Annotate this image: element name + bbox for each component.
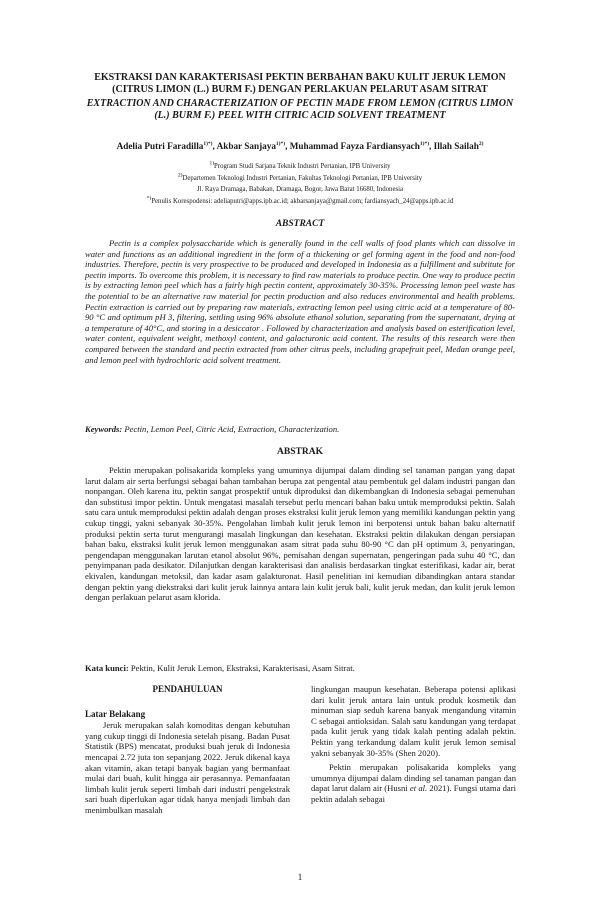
page-number: 1 bbox=[297, 872, 303, 882]
author-affiliation-mark: 1)*) bbox=[275, 140, 286, 147]
affiliation-2 bbox=[80, 174, 520, 184]
affiliation-mark: *) bbox=[146, 195, 152, 202]
corresponding-author bbox=[80, 197, 520, 207]
title-english-line1: EXTRACTION AND CHARACTERIZATION OF PECTIN MADE FROM LEMON (CITRUS LIMON bbox=[86, 98, 514, 109]
section-heading-introduction: PENDAHULUAN bbox=[152, 684, 223, 694]
keywords-label: Keywords: bbox=[85, 424, 123, 434]
author-name: Illah Sailah bbox=[433, 141, 479, 151]
abstrak-body: Pektin merupakan polisakarida kompleks yang umumnya dijumpai dalam dinding sel tanaman pangan yang dapat larut dalam air serta berfungsi sebagai bahan tambahan berupa zat pengental atau pembentuk gel dalam industri pangan dan nonpangan. Oleh karena itu, pektin sangat prospektif untuk diproduksi dan dikembangkan di Indonesia sebagai pemenuhan dan substitusi impor pektin. Untuk mengatasi masalah tersebut perlu mencari bahan baku untuk memproduksi pektin. Salah satu cara untuk memproduksi pektin adalah dengan proses ekstraksi kulit jeruk lemon yang memiliki kandungan pektin yang cukup tinggi, yakni sebanyak 30-35%. Pengolahan limbah kulit jeruk lemon ini berpotensi untuk bahan baku alternatif produksi pektin serta turut mengurangi masalah lingkungan dan kesehatan. Ekstraksi pektin dilakukan dengan persiapan bahan baku, ekstraksi kulit jeruk lemon menggunakan asam sitrat pada suhu 80-90 °C dan pH optimum 3, penyaringan, pengendapan menggunakan larutan etanol absolut 96%, pemisahan dengan supernatan, pengeringan pada suhu 40 °C, dan penyimpanan pada desikator. Dilanjutkan dengan karakterisasi dan analisis berdasarkan tingkat esterifikasi, kadar air, berat ekivalen, kandungan metoksil, dan kadar asam galakturonat. Hasil penelitian ini kemudian dibandingkan antara standar dengan pektin yang diekstraksi dari kulit jeruk lainnya antara lain kulit jeruk bali, kulit jeruk medan, dan kulit jeruk lemon dengan perlakuan pelarut asam klorida. bbox=[85, 465, 515, 603]
author-affiliation-mark: 1)*) bbox=[419, 140, 430, 147]
paragraph: Jeruk merupakan salah komoditas dengan kebutuhan yang cukup tinggi di Indonesia setelah pisang. Badan Pusat Statistik (BPS) mencatat, produksi buah jeruk di Indonesia mencapai 2.72 juta ton sepanjang 2022. Jeruk dikenal kaya akan vitamin, akan tetapi banyak bagian yang bermanfaat mulai dari buah, kulit hingga air perasannya. Pemanfaatan limbah kulit jeruk seperti limbah dari industri pengekstrak sari buah diperlukan agar tidak hanya menjadi limbah dan menimbulkan masalah bbox=[85, 720, 290, 815]
author-affiliation-mark: 1)*) bbox=[203, 140, 213, 147]
left-column bbox=[85, 684, 290, 816]
title-english-line2: (L.) BURM F.) PEEL WITH CITRIC ACID SOLVENT TREATMENT bbox=[154, 110, 446, 121]
affiliation-text: Jl. Raya Dramaga, Babakan, Dramaga, Bogor, Jawa Barat 16680, Indonesia bbox=[196, 186, 404, 193]
citation-et-al: et al. bbox=[409, 783, 428, 794]
paragraph-text: Pektin merupakan polisakarida kompleks yang umumnya dijumpai dalam dinding sel tanaman pangan dan dapat larut dalam air (Husni bbox=[311, 762, 516, 794]
title-indonesian-line2: (CITRUS LIMON (L.) BURM F.) DENGAN PERLAKUAN PELARUT ASAM SITRAT bbox=[112, 84, 488, 95]
affiliation-address bbox=[80, 185, 520, 195]
affiliation-1 bbox=[80, 162, 520, 172]
author-name: Muhammad Fayza Fardiansyach bbox=[289, 141, 420, 151]
author-list: Adelia Putri Faradilla$^{1)*)}$, Akbar Sanjaya$^{1)*)}$, Muhammad Fayza Fardiansyach$^{1)*)}$, Illah Sailah$^{2)}$ bbox=[116, 140, 484, 151]
affiliation-mark: 1) bbox=[209, 160, 215, 167]
abstract-heading: ABSTRACT bbox=[275, 219, 325, 229]
author-affiliation-mark: 2) bbox=[478, 140, 484, 147]
keywords-text: Pectin, Lemon Peel, Citric Acid, Extraction, Characterization. bbox=[124, 424, 340, 434]
keywords-text: Pektin, Kulit Jeruk Lemon, Ekstraksi, Karakterisasi, Asam Sitrat. bbox=[130, 663, 355, 673]
keywords-label: Kata kunci: bbox=[85, 663, 129, 673]
affiliation-text: Program Studi Sarjana Teknik Industri Pertanian, IPB University bbox=[214, 163, 391, 170]
author-name: Akbar Sanjaya bbox=[216, 141, 276, 151]
paragraph: lingkungan maupun kesehatan. Beberapa potensi aplikasi dari kulit jeruk antara lain untuk produk kosmetik dan minuman siap seduh karena banyak mengandung vitamin C sebagai antioksidan. Salah satu kandungan yang terdapat pada kulit jeruk yang tidak kalah penting adalah pektin. Pektin yang terkandung dalam kulit jeruk lemon semisal yakni sebanyak 30-35% (Shen 2020). bbox=[311, 684, 516, 758]
paragraph-text: 2021). Fungsi utama dari pektin adalah sebagai bbox=[311, 783, 516, 804]
abstrak-heading: ABSTRAK bbox=[277, 447, 323, 457]
author-name: Adelia Putri Faradilla bbox=[116, 141, 204, 151]
affiliation-mark: 2) bbox=[177, 172, 183, 179]
paragraph bbox=[311, 762, 516, 804]
keywords-indonesian bbox=[85, 663, 515, 674]
abstract-body: Pectin is a complex polysaccharide which is generally found in the cell walls of food plants which can dissolve in water and functions as an additional ingredient in the form of a thickening or gel forming agent in the food and non-food industries. Therefore, pectin is very prospective to be produced and developed in Indonesia as a fulfillment and subtitute for pectin imports. To overcome this problem, it is necessary to find raw materials to produce pectin. One way to produce pectin is by extracting lemon peel which has a fairly high pectin content, approximately 30-35%. Processing lemon peel waste has the potential to be an alternative raw material for pectin production and also reduces environmental and health problems. Pectin extraction is carried out by preparing raw materials, extracting lemon peel using citric acid at a temperature of 80-90 °C and optimum pH 3, filtering, settling using 96% absolute ethanol solution, separating from the supernatant, drying at a temperature of 40°C, and storing in a desiccator . Followed by characterization and analysis based on esterification level, water content, equivalent weight, methoxyl content, and galacturonic acid content. The results of this research were then compared between the standard and pectin extracted from other citrus peels, including grapefruit peel, Medan orange peel, and lemon peel with hydrochloric acid solvent treatment. bbox=[85, 238, 515, 365]
right-column bbox=[311, 684, 516, 805]
affiliation-text: Departemen Teknologi Industri Pertanian, Fakultas Teknologi Pertanian, IPB University bbox=[182, 175, 423, 182]
title-indonesian bbox=[80, 72, 520, 96]
subsection-heading-background: Latar Belakang bbox=[85, 708, 146, 719]
title-english bbox=[80, 98, 520, 122]
title-indonesian-line1: EKSTRAKSI DAN KARAKTERISASI PEKTIN BERBAHAN BAKU KULIT JERUK LEMON bbox=[94, 72, 506, 83]
keywords-english bbox=[85, 424, 515, 435]
corresponding-email: Penulis Korespodensi: adeliaputri@apps.ipb.ac.id; akbarsanjaya@gmail.com; fardiansyach_24@apps.ipb.ac.id bbox=[151, 198, 454, 205]
